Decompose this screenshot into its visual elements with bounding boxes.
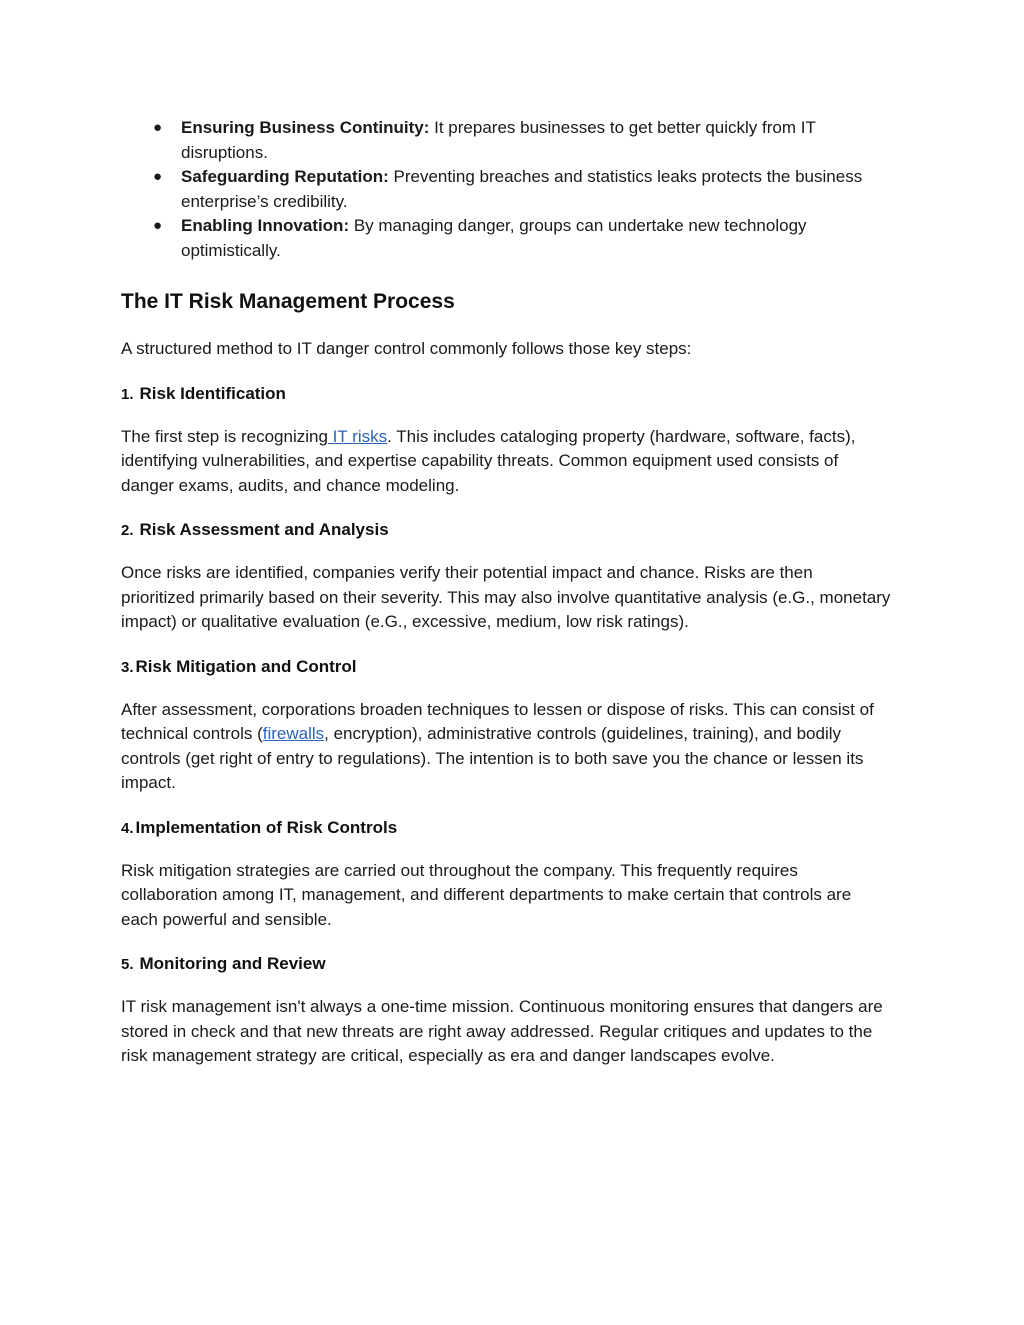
- step-title: Risk Mitigation and Control: [135, 656, 357, 676]
- list-item: [121, 165, 891, 214]
- bullet-title: Enabling Innovation:: [181, 216, 350, 235]
- list-item: [121, 214, 891, 263]
- bullet-text: By managing danger, groups can undertake new technology optimistically.: [181, 216, 807, 260]
- it-risks-link[interactable]: IT risks: [327, 426, 388, 446]
- step-paragraph: [121, 425, 891, 499]
- paragraph-text: After assessment, corporations broaden techniques to lessen or dispose of risks. This can consist of technical controls (: [121, 699, 874, 743]
- step-paragraph: Once risks are identified, companies verify their potential impact and chance. Risks are then prioritized primarily based on their severity. This may also involve quantitative analysis (e.G., monetary impact) or qualitative evaluation (e.G., excessive, medium, low risk ratings).: [121, 563, 891, 631]
- bullet-icon: ●: [153, 168, 163, 185]
- step-number: 5.: [121, 956, 134, 973]
- step-paragraph: IT risk management isn't always a one-time mission. Continuous monitoring ensures that dangers are stored in check and that new threats are right away addressed. Regular critiques and updates to the risk management strategy are critical, especially as era and danger landscapes evolve.: [121, 997, 883, 1065]
- step-number: 2.: [121, 522, 134, 539]
- section-heading: The IT Risk Management Process: [121, 290, 455, 313]
- benefits-list: [121, 116, 891, 263]
- step-title: Risk Assessment and Analysis: [139, 520, 389, 539]
- step-heading: [121, 655, 891, 680]
- bullet-text: It prepares businesses to get better quickly from IT disruptions.: [181, 118, 816, 162]
- bullet-text: Preventing breaches and statistics leaks protects the business enterprise’s credibility.: [181, 167, 863, 211]
- step-heading: [121, 518, 891, 543]
- paragraph-text: . This includes cataloging property (hardware, software, facts), identifying vulnerabilities, and expertise capability threats. Common equipment used consists of danger exams, audits, and chance modeling.: [121, 426, 856, 495]
- list-item: [121, 116, 891, 165]
- bullet-icon: ●: [153, 119, 163, 136]
- bullet-title: Safeguarding Reputation:: [181, 167, 389, 186]
- document-page: [121, 116, 891, 1069]
- bullet-icon: ●: [153, 217, 163, 234]
- step-number: 3.: [121, 658, 134, 676]
- step-heading: [121, 382, 891, 407]
- step-heading: [121, 816, 891, 841]
- step-title: Monitoring and Review: [139, 954, 326, 973]
- bullet-title: Ensuring Business Continuity:: [181, 118, 430, 137]
- step-title: Implementation of Risk Controls: [135, 817, 398, 837]
- step-paragraph: [121, 698, 891, 796]
- step-number: 1.: [121, 385, 134, 403]
- firewalls-link[interactable]: firewalls: [262, 724, 325, 743]
- step-paragraph: Risk mitigation strategies are carried out throughout the company. This frequently requires collaboration among IT, management, and different departments to make certain that controls are each powerful and sensible.: [121, 860, 852, 929]
- step-number: 4.: [121, 819, 134, 837]
- paragraph-text: The first step is recognizing: [121, 426, 328, 446]
- step-title: Risk Identification: [139, 383, 286, 403]
- step-heading: [121, 952, 891, 977]
- paragraph-text: , encryption), administrative controls (guidelines, training), and bodily controls (get right of entry to regulations). The intention is to both save you the chance or lessen its impact.: [121, 724, 864, 792]
- intro-paragraph: A structured method to IT danger control commonly follows those key steps:: [121, 339, 692, 358]
